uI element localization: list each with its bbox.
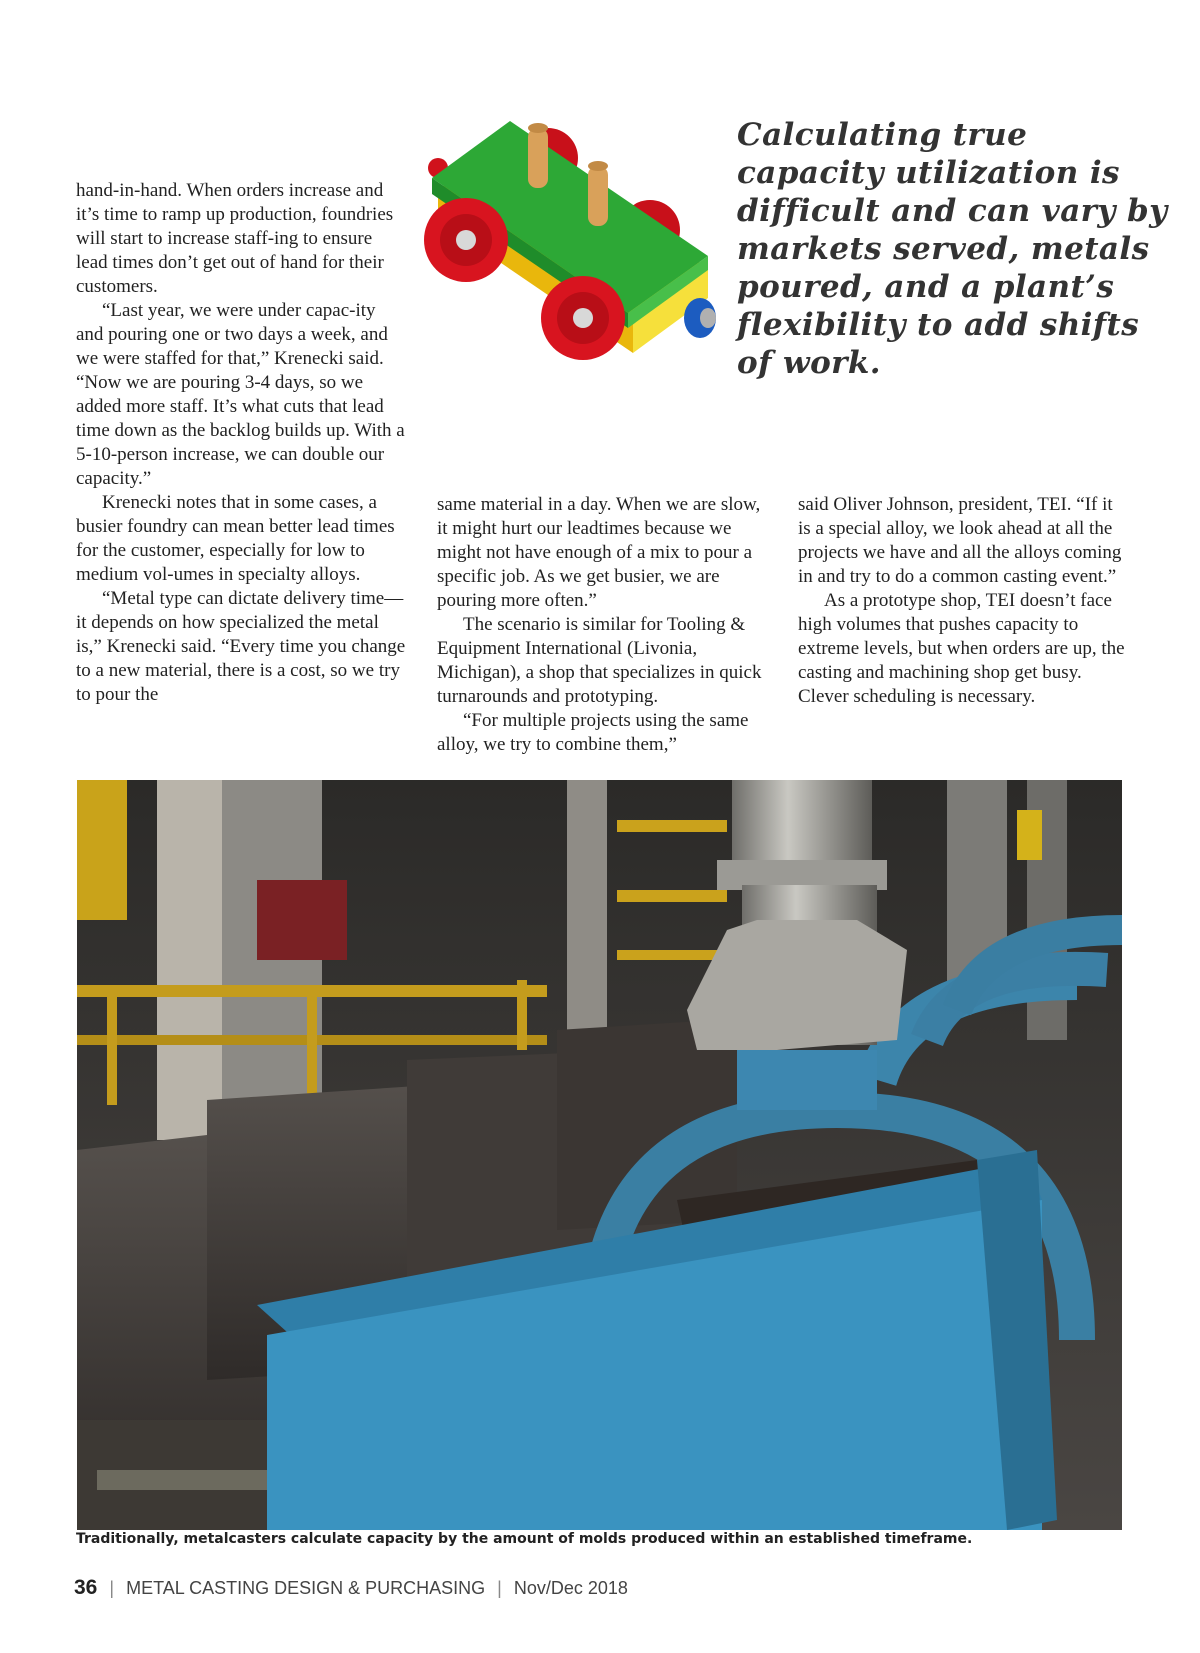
paragraph: “Metal type can dictate delivery time—it depends on how specialized the metal is,” Krenecki said. “Every time you change to a new material, there is a cost, so we try to pour the <box>76 588 406 705</box>
paragraph: As a prototype shop, TEI doesn’t face high volumes that pushes capacity to extreme levels, but when orders are up, the casting and machining shop get busy. Clever scheduling is necessary. <box>798 590 1125 707</box>
issue-date: Nov/Dec 2018 <box>513 1578 628 1598</box>
paragraph: The scenario is similar for Tooling & Equipment International (Livonia, Michigan), a shop that specializes in quick turnarounds and prototyping. <box>437 614 762 707</box>
paragraph: said Oliver Johnson, president, TEI. “If it is a special alloy, we look ahead at all the projects we have and all the alloys coming in and try to do a common casting event.” <box>798 494 1122 587</box>
page-footer <box>74 1576 628 1600</box>
article-column-2 <box>437 493 767 757</box>
paragraph: hand-in-hand. When orders increase and it’s time to ramp up production, foundries will start to increase staff-ing to ensure lead times don’t get out of hand for their customers. <box>76 180 394 297</box>
paragraph: same material in a day. When we are slow, it might hurt our leadtimes because we might not have enough of a mix to pour a specific job. As we get busier, we are pouring more often.” <box>437 494 761 611</box>
foundry-photo <box>77 780 1122 1530</box>
article-column-3 <box>798 493 1128 709</box>
paragraph: “For multiple projects using the same alloy, we try to combine them,” <box>437 710 749 755</box>
article-column-1 <box>76 179 406 707</box>
toy-train-illustration <box>418 118 723 380</box>
paragraph: Krenecki notes that in some cases, a busier foundry can mean better lead times for the customer, especially for low to medium vol-umes in specialty alloys. <box>76 492 395 585</box>
publication-name: METAL CASTING DESIGN & PURCHASING <box>126 1578 486 1598</box>
pull-quote: Calculating true capacity utilization is difficult and can vary by markets served, metals poured, and a plant’s flexibility to add shifts of work. <box>737 117 1168 381</box>
page-number: 36 <box>74 1576 98 1599</box>
footer-separator: | <box>109 1578 115 1598</box>
footer-separator: | <box>497 1578 502 1598</box>
paragraph: “Last year, we were under capac-ity and pouring one or two days a week, and we were staffed for that,” Krenecki said. “Now we are pouring 3-4 days, so we added more staff. It’s what cuts that lead time down as the backlog builds up. With a 5-10-person increase, we can double our capacity.” <box>76 300 405 489</box>
photo-caption: Traditionally, metalcasters calculate capacity by the amount of molds produced within an established timeframe. <box>76 1531 973 1547</box>
